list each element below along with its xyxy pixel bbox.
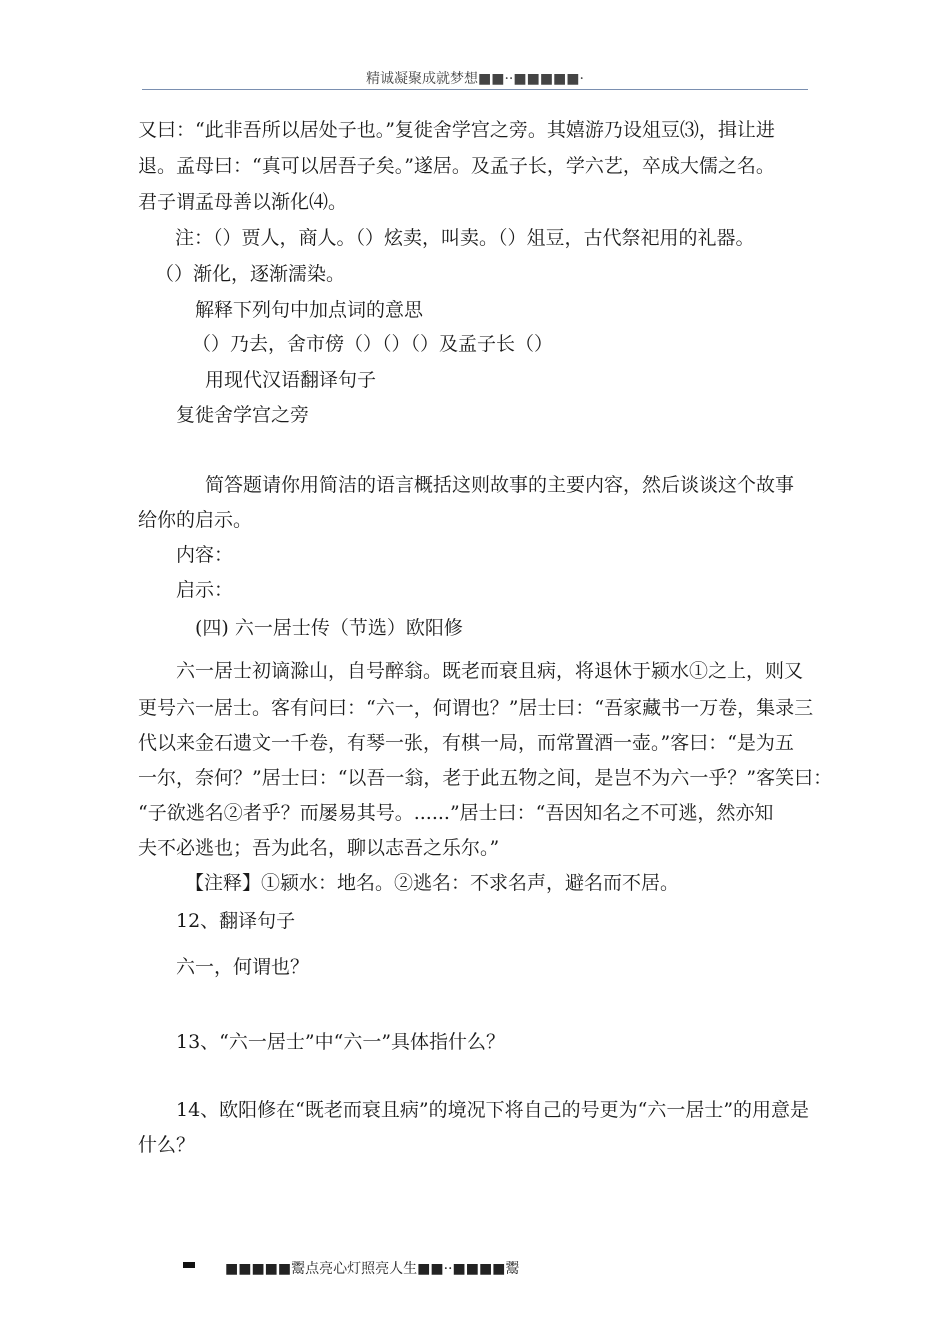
text-line: “子欲逃名②者乎？而屡易其号。......”居士曰：“吾因知名之不可逃，然亦知 — [138, 802, 774, 824]
question-heading: 13、“六一居士”中“六一”具体指什么？ — [176, 1031, 506, 1053]
question-line: （）乃去，舍市傍（）（）（）及孟子长（） — [192, 333, 554, 355]
answer-label: 启示： — [176, 579, 234, 601]
question-heading: 简答题请你用简洁的语言概括这则故事的主要内容，然后谈谈这个故事 — [205, 474, 795, 496]
text-line: 六一居士初谪滁山，自号醉翁。既老而衰且病，将退休于颍水①之上，则又 — [176, 660, 804, 682]
text-line: 君子谓孟母善以渐化⑷。 — [138, 191, 348, 213]
page-footer: ■■■■■鬻点亮心灯照亮人生■■··■■■■鬻 — [225, 1261, 520, 1277]
question-line: 六一，何谓也？ — [176, 956, 310, 978]
text-line: 退。孟母曰：“真可以居吾子矣。”遂居。及孟子长，学六艺，卒成大儒之名。 — [138, 155, 775, 177]
page-header: 精诚凝聚成就梦想■■··■■■■■· — [366, 71, 584, 87]
text-line: 夫不必逃也；吾为此名，聊以志吾之乐尔。” — [138, 837, 500, 859]
question-heading: 12、翻译句子 — [176, 910, 296, 932]
header-rule — [142, 89, 808, 90]
section-title: (四) 六一居士传（节选）欧阳修 — [195, 617, 463, 639]
text-line: 代以来金石遗文一千卷，有琴一张，有棋一局，而常置酒一壶。”客曰：“是为五 — [138, 732, 794, 754]
question-line: 复徙舍学宫之旁 — [176, 404, 310, 426]
answer-label: 内容： — [176, 544, 234, 566]
text-line: 一尔，奈何？”居士曰：“以吾一翁，老于此五物之间，是岂不为六一乎？”客笑曰： — [138, 767, 833, 789]
question-heading: 解释下列句中加点词的意思 — [195, 299, 424, 321]
text-line: 更号六一居士。客有问曰：“六一，何谓也？”居士曰：“吾家藏书一万卷，集录三 — [138, 697, 814, 719]
note-line: 注：（）贾人，商人。（）炫卖，叫卖。（）俎豆，古代祭祀用的礼器。 — [175, 227, 755, 249]
question-heading: 14、欧阳修在“既老而衰且病”的境况下将自己的号更为“六一居士”的用意是 — [176, 1099, 810, 1121]
text-line: 又曰：“此非吾所以居处子也。”复徙舍学宫之旁。其嬉游乃设俎豆⑶，揖让进 — [138, 119, 775, 141]
footer-mark — [183, 1262, 195, 1268]
note-line: （）渐化，逐渐濡染。 — [155, 263, 346, 285]
question-line: 什么？ — [138, 1134, 196, 1156]
annotation-line: 【注释】①颍水：地名。②逃名：不求名声，避名而不居。 — [185, 872, 680, 894]
question-line: 给你的启示。 — [138, 509, 253, 531]
question-heading: 用现代汉语翻译句子 — [205, 369, 377, 391]
